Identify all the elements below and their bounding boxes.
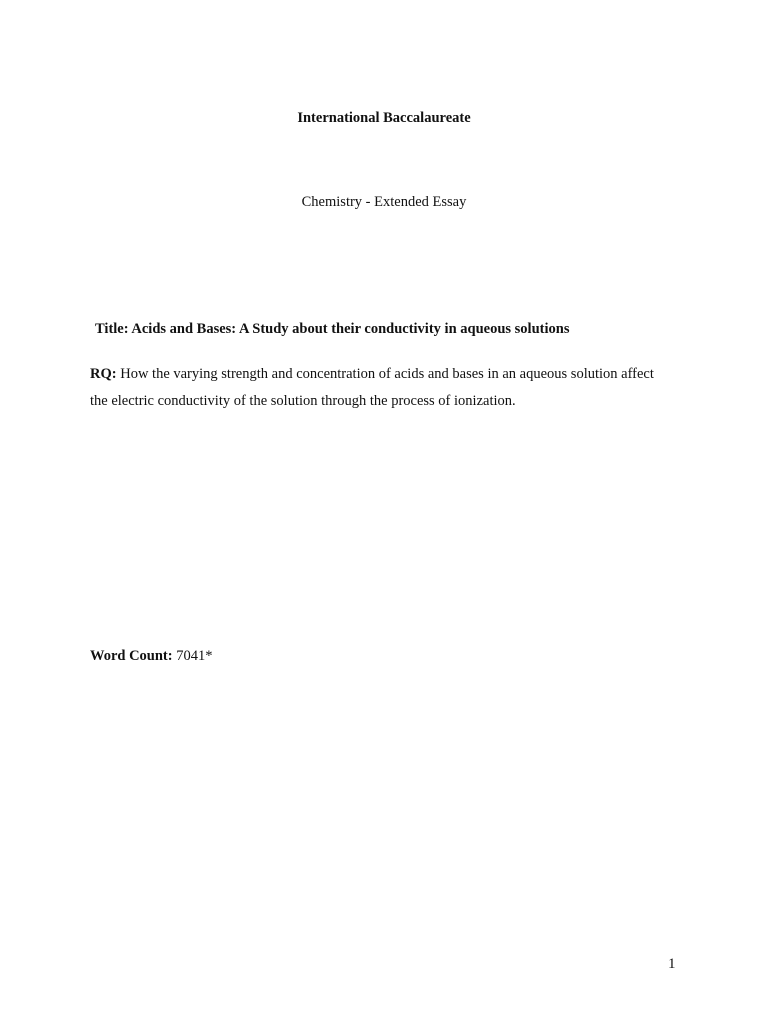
word-count (90, 647, 212, 665)
title-text: Acids and Bases: A Study about their conductivity in aqueous solutions (131, 321, 570, 337)
rq-label: RQ: (90, 366, 117, 382)
essay-title (95, 320, 569, 338)
rq-text-line1: How the varying strength and concentration of acids and bases in an aqueous solution affect (120, 366, 654, 382)
research-question (90, 361, 690, 415)
title-label: Title: (95, 321, 129, 337)
word-count-label: Word Count: (90, 648, 173, 664)
word-count-value: 7041* (176, 648, 213, 664)
institution-heading: International Baccalaureate (297, 110, 471, 126)
rq-text-line2: the electric conductivity of the solution through the process of ionization. (90, 393, 516, 409)
subject-line: Chemistry - Extended Essay (301, 194, 467, 210)
page-number: 1 (668, 956, 676, 972)
